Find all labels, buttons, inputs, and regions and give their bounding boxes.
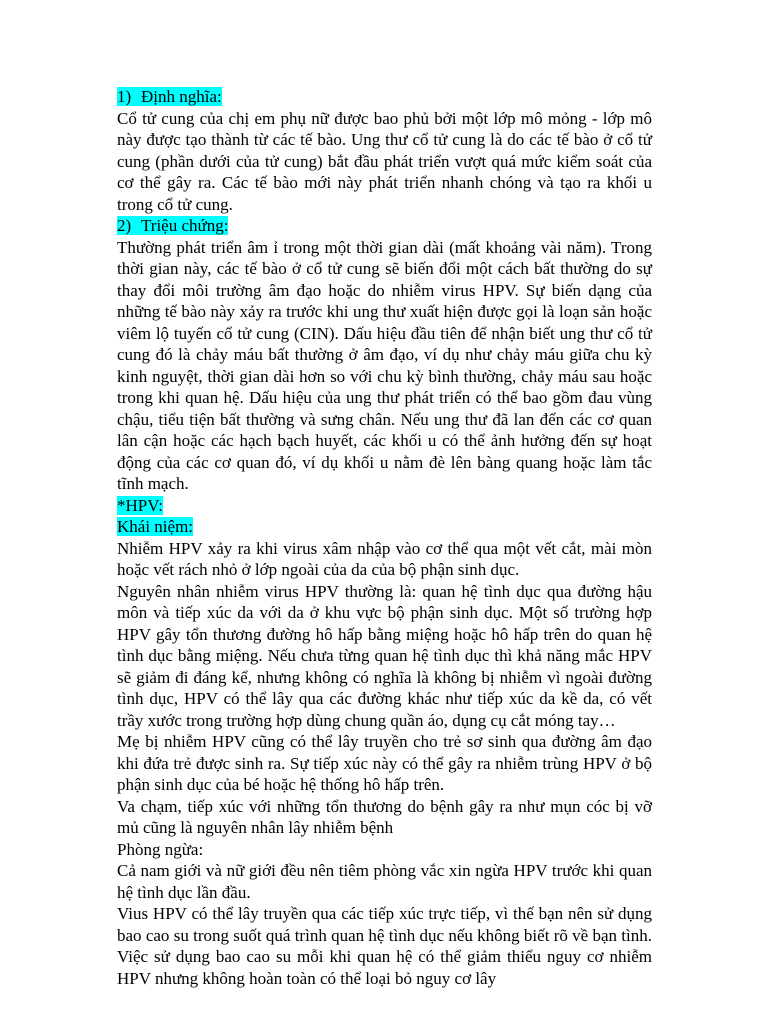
section-2-highlight: [117, 216, 228, 235]
hpv-heading: [117, 495, 652, 517]
hpv-paragraph: Nhiễm HPV xảy ra khi virus xâm nhập vào cơ thể qua một vết cắt, mài mòn hoặc vết rách nhỏ ở lớp ngoài của da của bộ phận sinh dục.: [117, 538, 652, 579]
section-2-body: Thường phát triển âm ỉ trong một thời gian dài (mất khoảng vài năm). Trong thời gian này, các tế bào ở cổ tử cung sẽ biến đổi một cách bất thường do sự thay đổi môi trường âm đạo hoặc do nhiễm virus HPV. Sự biến dạng của những tế bào này xảy ra trước khi ung thư xuất hiện được gọi là loạn sản hoặc viêm lộ tuyến cổ tử cung (CIN). Dấu hiệu đầu tiên để nhận biết ung thư cổ tử cung đó là chảy máu bất thường ở âm đạo, ví dụ như chảy máu giữa chu kỳ kinh nguyệt, thời gian dài hơn so với chu kỳ bình thường, chảy máu sau hoặc trong khi quan hệ. Dấu hiệu của ung thư phát triển có thể bao gồm đau vùng chậu, tiểu tiện bất thường và sưng chân. Nếu ung thư đã lan đến các cơ quan lân cận hoặc các hạch bạch huyết, các khối u có thể ảnh hưởng đến sự hoạt động của các cơ quan đó, ví dụ khối u nằm đè lên bàng quang hoặc làm tắc tĩnh mạch.: [117, 237, 652, 493]
hpv-concept-title: Khái niệm:: [117, 517, 194, 536]
section-2-number: 2): [117, 216, 132, 235]
hpv-paragraph: Va chạm, tiếp xúc với những tổn thương do bệnh gây ra như mụn cóc bị vỡ mủ cũng là nguyên nhân lây nhiễm bệnh: [117, 796, 652, 837]
prevention-paragraph: Vius HPV có thể lây truyền qua các tiếp xúc trực tiếp, vì thế bạn nên sử dụng bao cao su trong suốt quá trình quan hệ tình dục nếu không biết rõ về bạn tình. Việc sử dụng bao cao su mỗi khi quan hệ có thể giảm thiểu nguy cơ nhiễm HPV nhưng không hoàn toàn có thể loại bỏ nguy cơ lây: [117, 904, 652, 988]
hpv-title: *HPV:: [117, 495, 163, 515]
section-1-heading: [117, 86, 652, 108]
prevention-paragraph: Cả nam giới và nữ giới đều nên tiêm phòng vắc xin ngừa HPV trước khi quan hệ tình dục lần đầu.: [117, 861, 652, 902]
hpv-paragraph: Nguyên nhân nhiễm virus HPV thường là: quan hệ tình dục qua đường hậu môn và tiếp xúc da với da ở khu vực bộ phận sinh dục. Một số trường hợp HPV gây tổn thương đường hô hấp bằng miệng hoặc hô hấp trên do quan hệ tình dục bằng miệng. Nếu chưa từng quan hệ tình dục thì khả năng mắc HPV sẽ giảm đi đáng kể, nhưng không có nghĩa là không bị nhiễm vì ngoài đường tình dục, HPV có thể lây qua các đường khác như tiếp xúc da kề da, có vết trầy xước trong trường hợp dùng chung quần áo, dụng cụ cắt móng tay…: [117, 581, 652, 730]
section-2-heading: [117, 215, 652, 237]
section-1-title: Định nghĩa:: [141, 87, 222, 106]
section-2-title: Triệu chứng:: [141, 216, 229, 235]
section-1-highlight: [117, 87, 222, 106]
section-1-number: 1): [117, 87, 132, 106]
hpv-concept-heading: [117, 516, 652, 538]
section-1-body: Cổ tử cung của chị em phụ nữ được bao phủ bởi một lớp mô mỏng - lớp mô này được tạo thành từ các tế bào. Ung thư cổ tử cung là do các tế bào ở cổ tử cung (phần dưới của tử cung) bắt đầu phát triển vượt quá mức kiểm soát của cơ thể gây ra. Các tế bào mới này phát triển nhanh chóng và tạo ra khối u trong cổ tử cung.: [117, 108, 652, 214]
hpv-paragraph: Mẹ bị nhiễm HPV cũng có thể lây truyền cho trẻ sơ sinh qua đường âm đạo khi đứa trẻ được sinh ra. Sự tiếp xúc này có thể gây ra nhiễm trùng HPV ở bộ phận sinh dục của bé hoặc hệ thống hô hấp trên.: [117, 732, 652, 794]
document-page: [117, 86, 652, 989]
prevention-title: Phòng ngừa:: [117, 839, 204, 859]
